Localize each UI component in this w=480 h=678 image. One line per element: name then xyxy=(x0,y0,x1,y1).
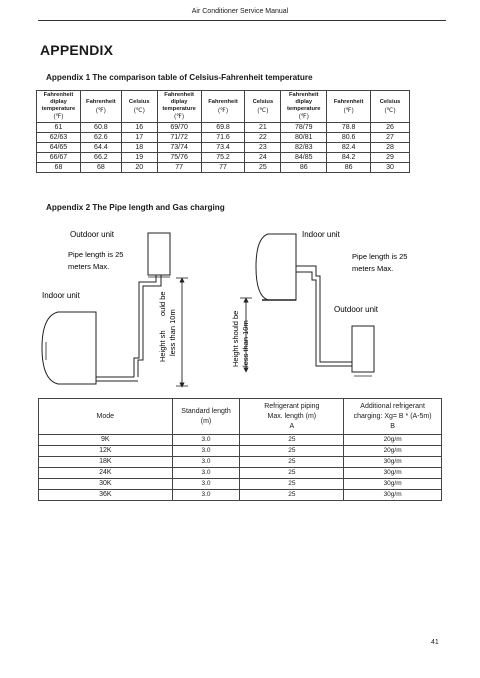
header-cell xyxy=(37,91,81,123)
table-cell: 16 xyxy=(121,123,157,133)
table-cell: 25 xyxy=(240,446,344,457)
table-cell: 86 xyxy=(281,163,327,173)
left-diagram xyxy=(42,230,188,386)
table-cell: 78.8 xyxy=(327,123,371,133)
table-cell: 71/72 xyxy=(157,133,201,143)
table-cell: 23 xyxy=(245,143,281,153)
table-cell: 9K xyxy=(39,435,173,446)
appendix2-title: Appendix 2 The Pipe length and Gas charging xyxy=(46,203,225,212)
header-cell xyxy=(281,91,327,123)
table-cell: 77 xyxy=(157,163,201,173)
gas-charging-table xyxy=(38,398,442,501)
celsius-fahrenheit-table xyxy=(36,90,410,173)
header-unit: (℃) xyxy=(384,106,396,114)
right-outdoor-unit xyxy=(352,326,374,372)
header-label: (m) xyxy=(200,417,212,425)
table-cell: 30g/m xyxy=(344,457,442,468)
header-cell xyxy=(80,91,121,123)
table-cell: 29 xyxy=(371,153,410,163)
table-row xyxy=(37,163,410,173)
table-cell: 69/70 xyxy=(157,123,201,133)
table-cell: 30g/m xyxy=(344,468,442,479)
table-cell: 28 xyxy=(371,143,410,153)
right-pipe xyxy=(296,266,352,366)
header-label: charging: Xg= B * (A-5m) xyxy=(353,412,432,420)
table-cell: 20g/m xyxy=(344,435,442,446)
running-header: Air Conditioner Service Manual xyxy=(191,8,289,15)
right-indoor-unit xyxy=(256,234,296,300)
header-label: Fahrenheit diplay temperature xyxy=(287,92,321,112)
left-height-text2: less than 10m xyxy=(168,309,177,356)
table-cell: 66.2 xyxy=(80,153,121,163)
left-indoor-label: Indoor unit xyxy=(42,291,80,300)
left-drain-pipe xyxy=(96,377,138,381)
table-cell: 12K xyxy=(39,446,173,457)
table-cell: 82.4 xyxy=(327,143,371,153)
table-cell: 80/81 xyxy=(281,133,327,143)
header-label: Mode xyxy=(96,412,115,420)
table-row xyxy=(39,457,442,468)
table-cell: 84/85 xyxy=(281,153,327,163)
header-cell xyxy=(201,91,245,123)
table-cell: 18 xyxy=(121,143,157,153)
pipe-length-diagram xyxy=(30,220,450,395)
header-cell-refrigerant-piping xyxy=(240,399,344,435)
table-cell: 21 xyxy=(245,123,281,133)
table-cell: 25 xyxy=(240,435,344,446)
table-cell: 71.6 xyxy=(201,133,245,143)
header-label: B xyxy=(390,422,395,430)
header-unit: (℉) xyxy=(95,106,106,114)
table-cell: 3.0 xyxy=(172,490,240,501)
table-cell: 22 xyxy=(245,133,281,143)
table-cell: 17 xyxy=(121,133,157,143)
table-row xyxy=(39,479,442,490)
table-cell: 62/63 xyxy=(37,133,81,143)
header-unit: (℉) xyxy=(174,113,185,121)
header-unit: (℉) xyxy=(218,106,229,114)
page-number: 41 xyxy=(431,639,439,646)
header-rule xyxy=(38,20,446,21)
table-cell: 73/74 xyxy=(157,143,201,153)
table-cell: 68 xyxy=(80,163,121,173)
table-cell: 30g/m xyxy=(344,490,442,501)
table-cell: 25 xyxy=(240,490,344,501)
table-row xyxy=(39,435,442,446)
table-row xyxy=(39,490,442,501)
table-cell: 26 xyxy=(371,123,410,133)
table-cell: 27 xyxy=(371,133,410,143)
header-unit: (℃) xyxy=(257,106,269,114)
table-row xyxy=(39,446,442,457)
header-cell xyxy=(371,91,410,123)
header-label: Additional refrigerant xyxy=(360,402,425,410)
header-label: Fahrenheit xyxy=(208,98,238,105)
right-height-text1: Height should be xyxy=(231,310,240,367)
header-unit: (℃) xyxy=(133,106,145,114)
table-cell: 73.4 xyxy=(201,143,245,153)
left-pipe-length-line2: meters Max. xyxy=(68,262,110,271)
table-header-row xyxy=(39,399,442,435)
table-cell: 77 xyxy=(201,163,245,173)
left-outdoor-unit xyxy=(148,233,170,275)
table-cell: 20g/m xyxy=(344,446,442,457)
table-cell: 82/83 xyxy=(281,143,327,153)
header-unit: (℉) xyxy=(298,113,309,121)
table-cell: 61 xyxy=(37,123,81,133)
table-row xyxy=(37,133,410,143)
header-label: Fahrenheit xyxy=(86,98,116,105)
table-cell: 36K xyxy=(39,490,173,501)
right-height-text2: less than 10m xyxy=(241,320,250,367)
table-cell: 3.0 xyxy=(172,468,240,479)
table-cell: 18K xyxy=(39,457,173,468)
table-cell: 60.8 xyxy=(80,123,121,133)
table-cell: 84.2 xyxy=(327,153,371,163)
header-label: Fahrenheit xyxy=(333,98,364,105)
header-label: Fahrenheit diplay temperature xyxy=(162,92,196,112)
left-pipe-length-line1: Pipe length is 25 xyxy=(68,250,124,259)
header-cell xyxy=(157,91,201,123)
table-cell: 68 xyxy=(37,163,81,173)
right-indoor-label: Indoor unit xyxy=(302,230,340,239)
header-label: Fahrenheit diplay temperature xyxy=(41,92,76,112)
appendix1-title: Appendix 1 The comparison table of Celsius-Fahrenheit temperature xyxy=(46,73,313,82)
left-height-text1b: ould be xyxy=(158,291,167,316)
header-label: A xyxy=(289,422,295,430)
table-header-row xyxy=(37,91,410,123)
table-cell: 3.0 xyxy=(172,457,240,468)
left-height-text1: Height sh xyxy=(158,330,167,362)
table-cell: 30K xyxy=(39,479,173,490)
table-cell: 30g/m xyxy=(344,479,442,490)
table-cell: 25 xyxy=(240,479,344,490)
right-outdoor-label: Outdoor unit xyxy=(334,305,379,314)
header-cell xyxy=(245,91,281,123)
table-cell: 19 xyxy=(121,153,157,163)
table-row xyxy=(37,123,410,133)
header-cell-additional-refrigerant xyxy=(344,399,442,435)
table-cell: 69.8 xyxy=(201,123,245,133)
header-label: Celsius xyxy=(379,98,401,105)
header-label: Celsius xyxy=(252,98,274,105)
right-pipe-length-line1: Pipe length is 25 xyxy=(352,252,408,261)
page-title: APPENDIX xyxy=(40,42,114,58)
header-cell xyxy=(121,91,157,123)
table-row xyxy=(37,153,410,163)
table-cell: 75.2 xyxy=(201,153,245,163)
right-pipe-length-line2: meters Max. xyxy=(352,264,394,273)
header-label: Refrigerant piping xyxy=(264,402,320,410)
table-cell: 20 xyxy=(121,163,157,173)
table-cell: 66/67 xyxy=(37,153,81,163)
table-cell: 24 xyxy=(245,153,281,163)
right-diagram xyxy=(231,230,407,376)
header-unit: (℉) xyxy=(343,106,354,114)
header-cell-mode xyxy=(39,399,173,435)
left-pipe xyxy=(134,275,161,377)
table-cell: 3.0 xyxy=(172,446,240,457)
header-label: Standard length xyxy=(181,407,231,415)
table-cell: 3.0 xyxy=(172,435,240,446)
header-cell-standard-length xyxy=(172,399,240,435)
table-cell: 75/76 xyxy=(157,153,201,163)
header-label: Celsius xyxy=(128,98,150,105)
table-cell: 25 xyxy=(245,163,281,173)
header-unit: (℉) xyxy=(53,113,64,121)
table-cell: 25 xyxy=(240,457,344,468)
left-indoor-unit xyxy=(42,312,96,384)
header-cell xyxy=(327,91,371,123)
table-cell: 24K xyxy=(39,468,173,479)
table-cell: 30 xyxy=(371,163,410,173)
table-cell: 78/79 xyxy=(281,123,327,133)
table-row xyxy=(39,468,442,479)
table-cell: 64/65 xyxy=(37,143,81,153)
table-cell: 80.6 xyxy=(327,133,371,143)
header-label: Max. length (m) xyxy=(267,412,317,420)
table-cell: 64.4 xyxy=(80,143,121,153)
table-cell: 25 xyxy=(240,468,344,479)
table-cell: 62.6 xyxy=(80,133,121,143)
table-cell: 3.0 xyxy=(172,479,240,490)
left-outdoor-label: Outdoor unit xyxy=(70,230,115,239)
table-row xyxy=(37,143,410,153)
table-cell: 86 xyxy=(327,163,371,173)
